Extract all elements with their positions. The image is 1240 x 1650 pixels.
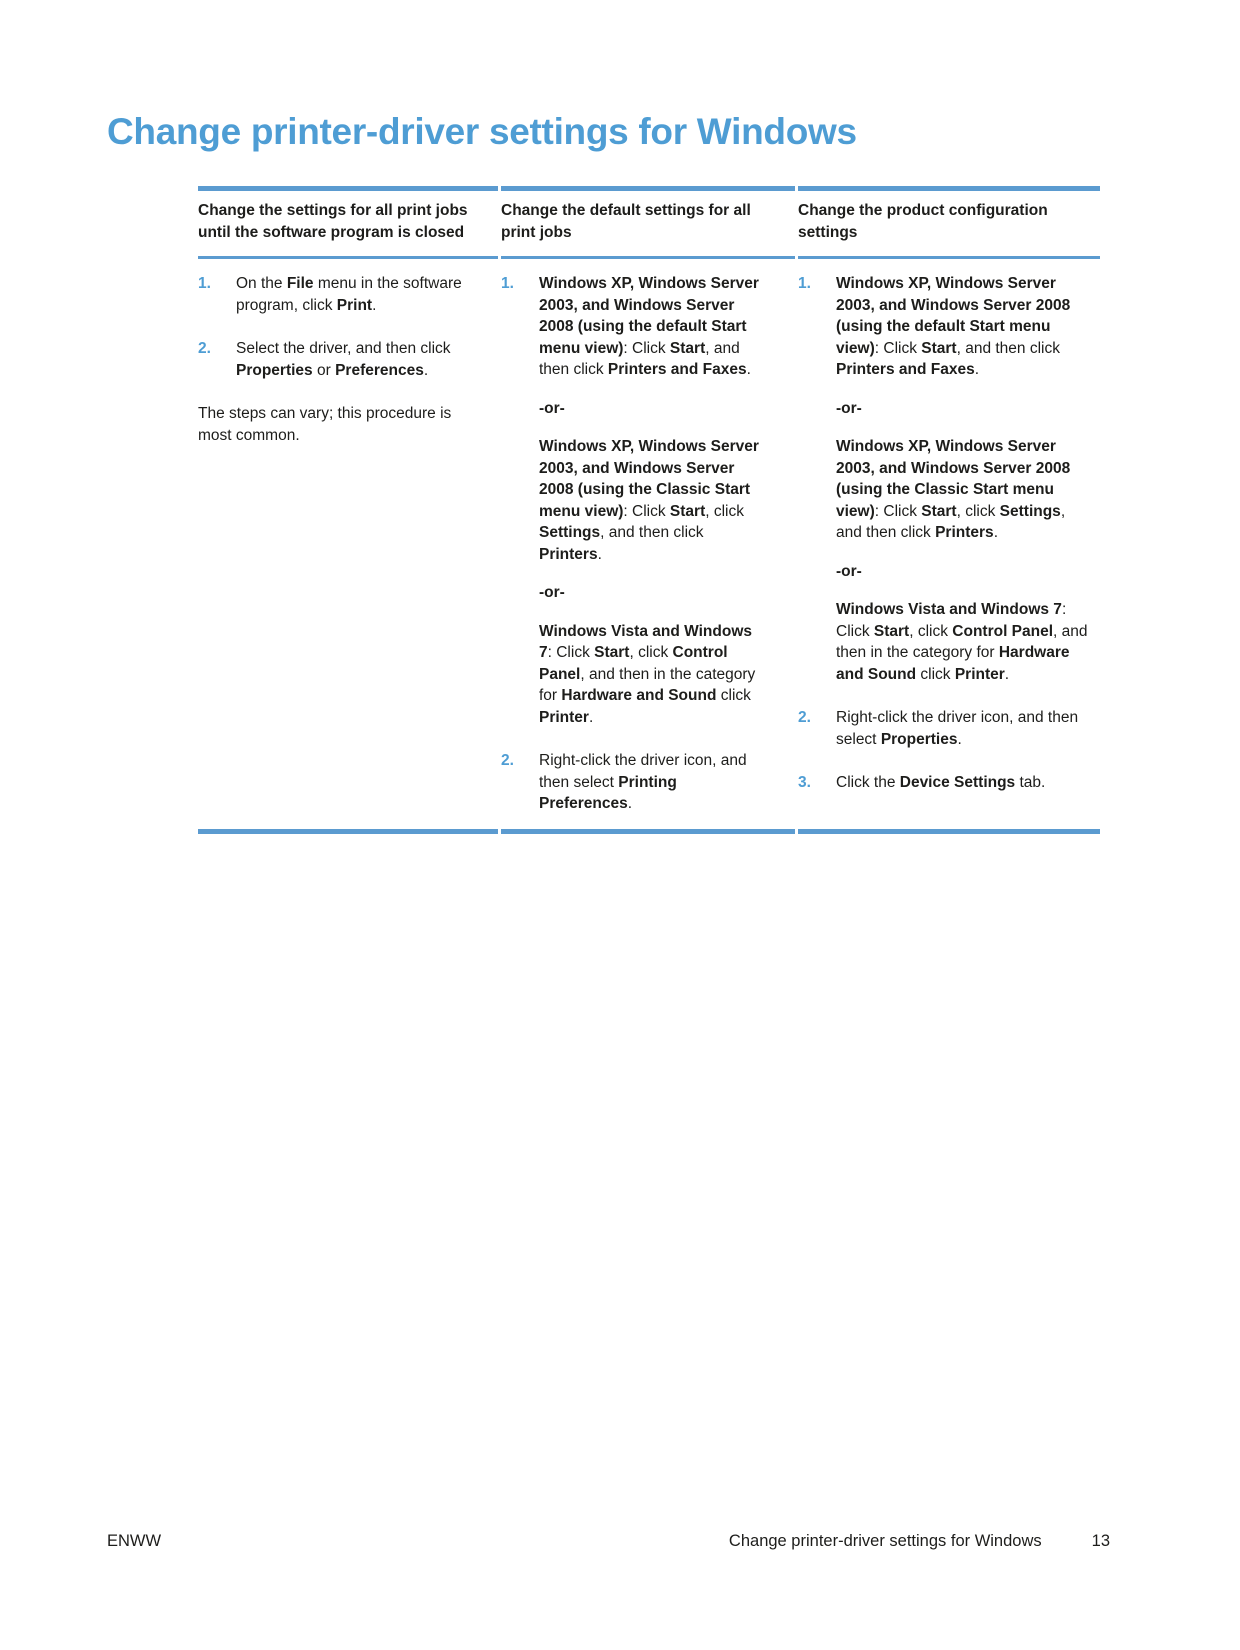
text: , and then click — [836, 502, 1066, 541]
step — [798, 273, 1088, 685]
text: On the — [236, 275, 287, 292]
step-number: 1. — [198, 275, 211, 292]
note-paragraph — [198, 403, 472, 446]
step-paragraph — [836, 599, 1088, 685]
page-title: Change printer-driver settings for Windows — [107, 111, 857, 152]
step-paragraph — [836, 436, 1088, 544]
bold-text: Start — [873, 622, 910, 640]
table-body-row — [198, 259, 1100, 834]
text: . — [974, 361, 980, 378]
bold-text: -or- — [836, 399, 862, 417]
text: : Click — [547, 644, 595, 661]
step-paragraph — [836, 273, 1088, 381]
text: , click — [705, 502, 744, 520]
text: : Click — [836, 601, 1067, 640]
footer-section-title: Change printer-driver settings for Windows — [728, 1532, 1042, 1550]
column-cell-default-settings — [501, 259, 795, 834]
text: The steps can vary; this procedure is most common. — [198, 405, 452, 444]
bold-text: Printer — [539, 708, 589, 726]
step-body — [836, 273, 1088, 685]
bold-text: Device Settings — [899, 774, 1016, 791]
bold-text: Settings — [999, 502, 1061, 520]
text: menu in the software program, click — [236, 275, 462, 314]
bold-text: Start — [921, 339, 957, 357]
bold-text: -or- — [836, 562, 862, 580]
bold-text: Windows XP, Windows Server 2003, and Windows Server 2008 (using the Classic Start menu view) — [539, 438, 759, 520]
text: , and then in the category for — [836, 622, 1088, 661]
bold-text: -or- — [539, 399, 565, 417]
text: . — [746, 361, 751, 378]
column-header-product-configuration: Change the product configuration settings — [798, 186, 1100, 259]
step — [501, 750, 769, 815]
table-header-row — [198, 186, 1100, 259]
text: . — [627, 795, 633, 812]
text: . — [1004, 665, 1010, 683]
text: : Click — [623, 339, 670, 357]
step-paragraph — [836, 561, 1088, 583]
column-header-default-settings: Change the default settings for all print jobs — [501, 186, 795, 259]
text: . — [423, 361, 429, 379]
bold-text: Start — [921, 502, 957, 520]
step — [198, 338, 472, 381]
step-paragraph — [539, 750, 769, 815]
text: tab. — [1015, 774, 1046, 791]
step-paragraph — [539, 273, 769, 381]
bold-text: Printers — [935, 524, 994, 541]
text: Click the — [836, 774, 900, 791]
bold-text: Properties — [236, 361, 313, 379]
text: Right-click the driver icon, and then select — [836, 709, 1079, 748]
settings-table — [195, 186, 1103, 834]
footer-right-group — [729, 1532, 1110, 1551]
step-number: 2. — [798, 709, 811, 726]
step-number: 1. — [501, 275, 514, 292]
bold-text: Windows XP, Windows Server 2003, and Windows Server 2008 (using the default Start menu view) — [836, 275, 1071, 357]
bold-text: Preferences — [335, 361, 424, 379]
step-body — [539, 750, 769, 815]
bold-text: Printers — [539, 545, 598, 563]
bold-text: Printers and Faxes — [836, 361, 975, 378]
bold-text: Start — [669, 339, 706, 357]
column-cell-product-configuration — [798, 259, 1100, 834]
text: : Click — [874, 339, 922, 357]
bold-text: File — [286, 275, 314, 292]
text: . — [597, 545, 602, 563]
text: or — [312, 361, 336, 379]
text: , and then in the category for — [539, 665, 756, 704]
text: . — [993, 524, 998, 541]
column-header-all-jobs-until-closed: Change the settings for all print jobs until the software program is closed — [198, 186, 498, 259]
step-paragraph — [236, 338, 472, 381]
step-number: 1. — [798, 275, 811, 292]
step-paragraph — [539, 582, 769, 604]
text: , click — [909, 622, 953, 640]
bold-text: Windows Vista and Windows 7 — [539, 622, 753, 661]
step-paragraph — [836, 707, 1088, 750]
settings-table-container — [195, 186, 1091, 834]
footer-page-number: 13 — [1091, 1532, 1110, 1550]
column-cell-all-jobs-until-closed — [198, 259, 498, 834]
bold-text: -or- — [539, 584, 565, 601]
step-paragraph — [539, 398, 769, 420]
bold-text: Windows XP, Windows Server 2003, and Windows Server 2008 (using the Classic Start menu view) — [836, 438, 1071, 520]
step-body — [236, 338, 472, 381]
text: . — [372, 296, 377, 314]
bold-text: Control Panel — [539, 644, 728, 683]
bold-text: Printer — [954, 665, 1005, 683]
text: click — [916, 665, 955, 683]
step-body — [539, 273, 769, 728]
bold-text: Properties — [880, 730, 958, 748]
bold-text: Hardware and Sound — [836, 644, 1070, 683]
step-body — [836, 772, 1088, 794]
step-paragraph — [836, 772, 1088, 794]
text: Select the driver, and then click — [236, 340, 451, 357]
step — [798, 772, 1088, 794]
footer-document-code: ENWW — [107, 1532, 162, 1550]
text: , click — [629, 644, 673, 661]
step — [501, 273, 769, 728]
step-paragraph — [836, 398, 1088, 420]
step-number: 2. — [198, 340, 211, 357]
text: : Click — [623, 502, 670, 520]
bold-text: Settings — [539, 524, 601, 541]
bold-text: Windows XP, Windows Server 2003, and Windows Server 2008 (using the default Start menu view) — [539, 275, 759, 357]
bold-text: Control Panel — [952, 622, 1054, 640]
step — [798, 707, 1088, 750]
text: . — [957, 730, 962, 748]
step-paragraph — [236, 273, 472, 316]
text: , and then click — [539, 339, 740, 378]
step-number: 2. — [501, 752, 514, 769]
step-body — [236, 273, 472, 316]
step-number: 3. — [798, 774, 811, 791]
bold-text: Start — [669, 502, 706, 520]
text: : Click — [874, 502, 922, 520]
bold-text: Windows Vista and Windows 7 — [836, 601, 1062, 618]
text: , click — [956, 502, 1000, 520]
bold-text: Hardware and Sound — [561, 687, 717, 704]
bold-text: Printers and Faxes — [607, 361, 747, 378]
text: Right-click the driver icon, and then select — [539, 752, 747, 791]
step-body — [836, 707, 1088, 750]
bold-text: Printing Preferences — [539, 773, 677, 812]
bold-text: Start — [594, 644, 630, 661]
bold-text: Print — [336, 296, 373, 314]
text: , and then click — [956, 339, 1060, 357]
text: , and then click — [600, 524, 704, 541]
text: . — [588, 708, 594, 726]
step-paragraph — [539, 436, 769, 565]
text: click — [716, 687, 751, 704]
step — [198, 273, 472, 316]
page-footer — [107, 1532, 1110, 1551]
step-paragraph — [539, 621, 769, 729]
